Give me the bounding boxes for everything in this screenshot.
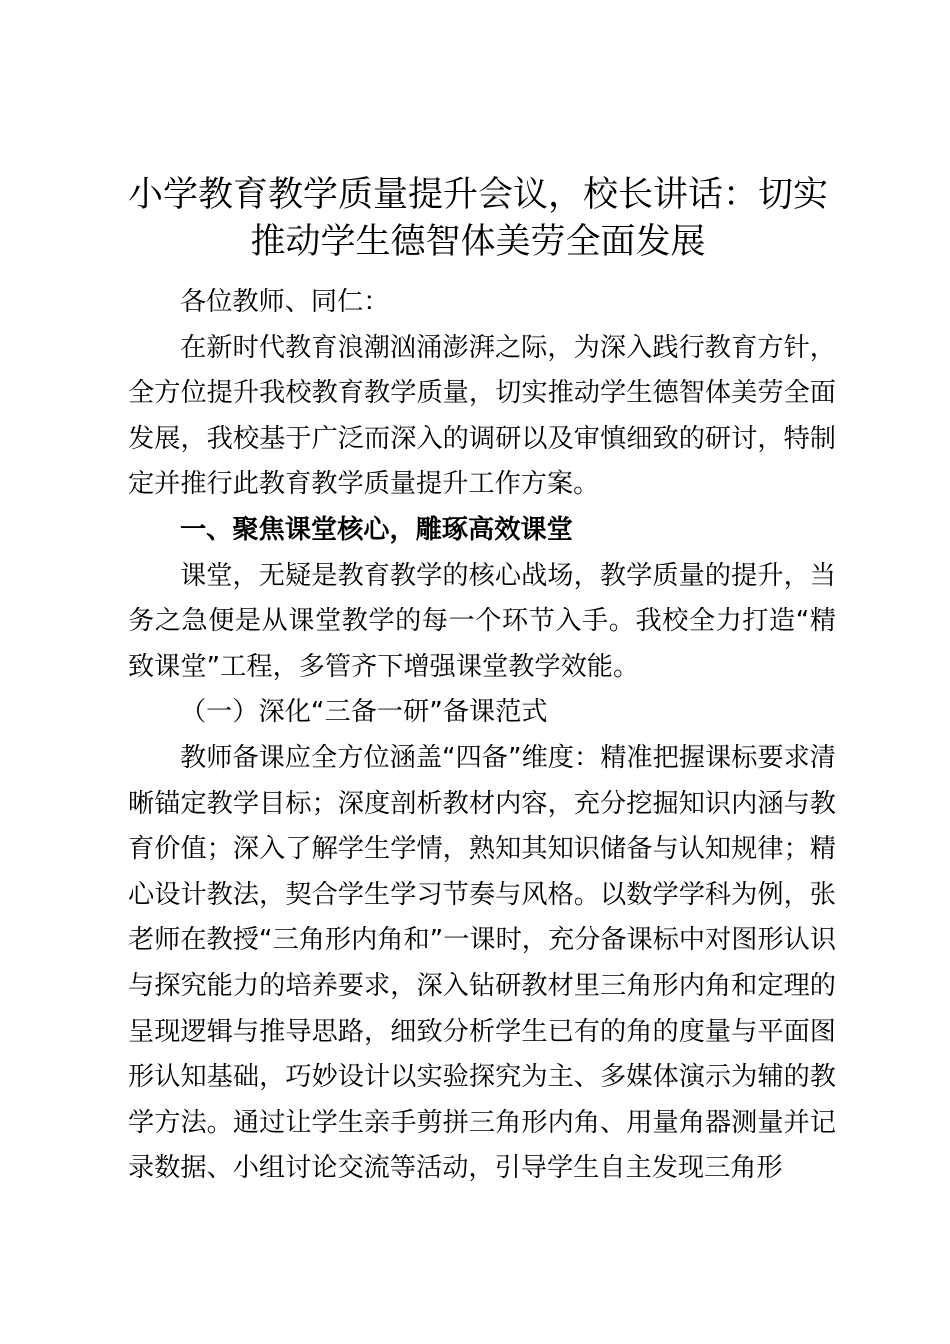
salutation: 各位教师、同仁： — [180, 287, 390, 317]
intro-paragraph: 在新时代教育浪潮汹涌澎湃之际，为深入践行教育方针，全方位提升我校教育教学质量，切实推动学生德智体美劳全面发展，我校基于广泛而深入的调研以及审慎细致的研讨，特制定并推行此教育教学质量提升工作方案。 — [128, 332, 836, 500]
subsection-1-heading: （一）深化“三备一研”备课范式 — [180, 697, 548, 728]
subsection-1-paragraph: 教师备课应全方位涵盖“四备”维度：精准把握课标要求清晰锚定教学目标；深度剖析教材内容，充分挖掘知识内涵与教育价值；深入了解学生学情，熟知其知识储备与认知规律；精心设计教法，契合学生学习节奏与风格。以数学学科为例，张老师在教授“三角形内角和”一课时，充分备课标中对图形认识与探究能力的培养要求，深入钻研教材里三角形内角和定理的呈现逻辑与推导思路，细致分析学生已有的角的度量与平面图形认知基础，巧妙设计以实验探究为主、多媒体演示为辅的教学方法。通过让学生亲手剪拼三角形内角、用量角器测量并记录数据、小组讨论交流等活动，引导学生自主发现三角形 — [128, 742, 837, 1184]
section-1-heading: 一、聚焦课堂核心，雕琢高效课堂 — [180, 514, 573, 545]
section-1-paragraph: 课堂，无疑是教育教学的核心战场，教学质量的提升，当务之急便是从课堂教学的每一个环节入手。我校全力打造“精致课堂”工程，多管齐下增强课堂教学效能。 — [128, 560, 836, 682]
document-body — [128, 280, 836, 1192]
document-title: 小学教育教学质量提升会议，校长讲话：切实推动学生德智体美劳全面发展 — [127, 175, 828, 262]
